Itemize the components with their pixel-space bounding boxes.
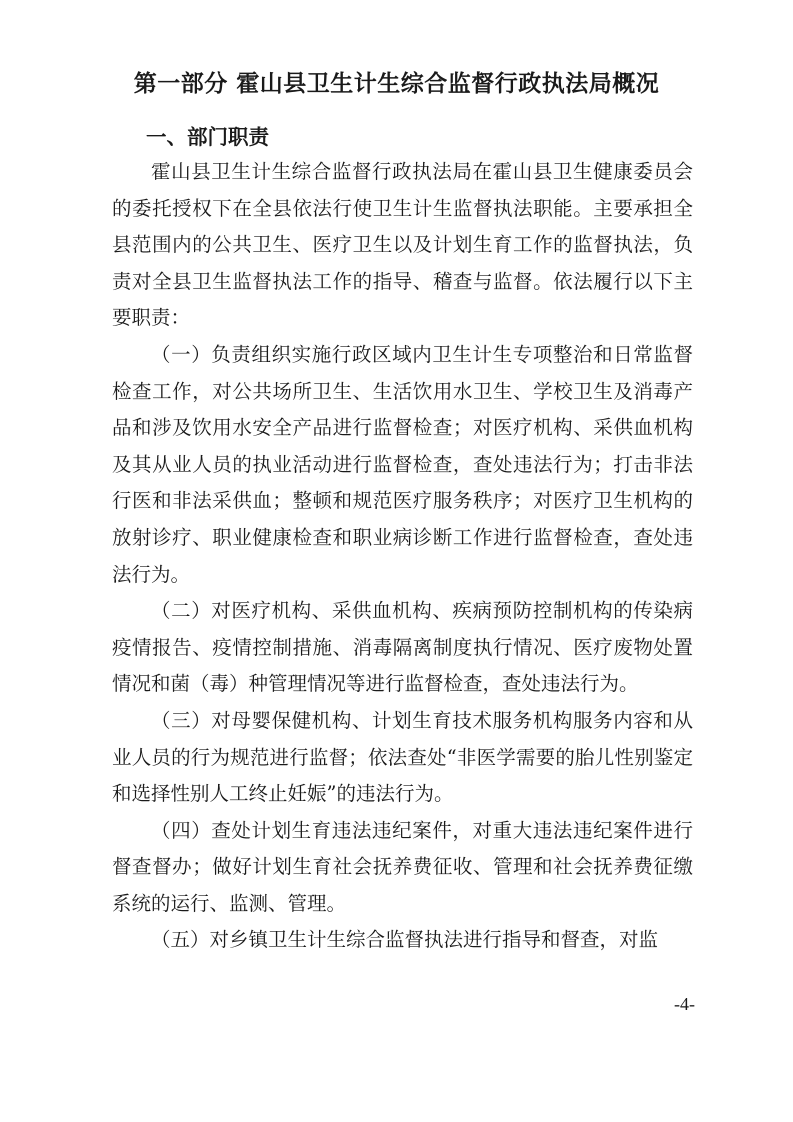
paragraph-intro: 霍山县卫生计生综合监督行政执法局在霍山县卫生健康委员会的委托授权下在全县依法行使卫生计生监督执法职能。主要承担全县范围内的公共卫生、医疗卫生以及计划生育工作的监督执法，负责对全县卫生监督执法工作的指导、稽查与监督。依法履行以下主要职责：: [112, 160, 693, 330]
page-title: 第一部分 霍山县卫生计生综合监督行政执法局概况: [133, 71, 660, 97]
paragraph-duty-3: （三）对母婴保健机构、计划生育技术服务机构服务内容和从业人员的行为规范进行监督；依法查处“非医学需要的胎儿性别鉴定和选择性别人工终止妊娠”的违法行为。: [112, 708, 693, 806]
paragraph-duty-1: （一）负责组织实施行政区域内卫生计生专项整治和日常监督检查工作，对公共场所卫生、生活饮用水卫生、学校卫生及消毒产品和涉及饮用水安全产品进行监督检查；对医疗机构、采供血机构及其从业人员的执业活动进行监督检查，查处违法行为；打击非法行医和非法采供血；整顿和规范医疗服务秩序；对医疗卫生机构的放射诊疗、职业健康检查和职业病诊断工作进行监督检查，查处违法行为。: [112, 342, 693, 586]
section-heading: 一、部门职责: [146, 125, 269, 149]
paragraph-duty-4: （四）查处计划生育违法违纪案件，对重大违法违纪案件进行督查督办；做好计划生育社会抚养费征收、管理和社会抚养费征缴系统的运行、监测、管理。: [112, 818, 693, 915]
paragraph-duty-2: （二）对医疗机构、采供血机构、疾病预防控制机构的传染病疫情报告、疫情控制措施、消毒隔离制度执行情况、医疗废物处置情况和菌（毒）种管理情况等进行监督检查，查处违法行为。: [112, 599, 693, 696]
page-number: -4-: [674, 994, 695, 1014]
document-body: [112, 154, 693, 959]
paragraph-duty-5: （五）对乡镇卫生计生综合监督执法进行指导和督查，对监: [151, 928, 659, 952]
